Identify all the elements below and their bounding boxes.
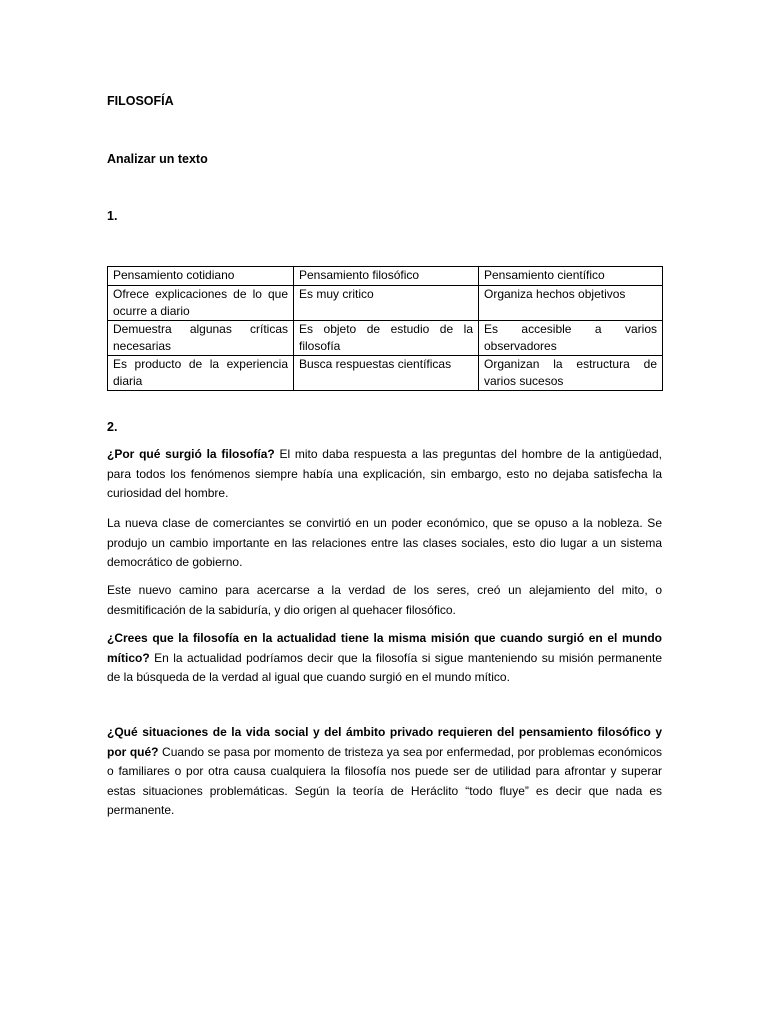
table-header-cell: Pensamiento filosófico [294,267,479,286]
answer-text: Cuando se pasa por momento de tristeza ya sea por enfermedad, por problemas económicos o familiares o por otra causa cualquiera la filosofía nos puede ser de utilidad para afrontar y superar estas situaciones problemáticas. Según la teoría de Heráclito “todo fluye” es decir que nada es permanente. [107,744,662,817]
answer-text: El mito daba respuesta a las preguntas del hombre de la antigüedad, para todos los fenómenos siempre había una explicación, sin embargo, esto no dejaba satisfecha la curiosidad del hombre. [107,447,662,500]
question-text: ¿Por qué surgió la filosofía? [107,447,275,461]
document-subtitle: Analizar un texto [107,152,208,166]
comparison-table [107,266,663,391]
paragraph-new-path: Este nuevo camino para acercarse a la verdad de los seres, creó un alejamiento del mito, o desmitificación de la sabiduría, y dio origen al quehacer filosófico. [107,583,662,617]
paragraph-mission-today [107,629,662,688]
paragraph-life-situations [107,723,662,821]
table-cell: Organizan la estructura de varios sucesos [479,356,663,391]
question-text: ¿Crees que la filosofía en la actualidad tiene la misma misión que cuando surgió en el mundo mítico? [107,631,662,665]
table-cell: Ofrece explicaciones de lo que ocurre a diario [108,286,294,321]
question-text: ¿Qué situaciones de la vida social y del ámbito privado requieren del pensamiento filosófico y por qué? [107,725,662,759]
document-title: FILOSOFÍA [107,94,174,108]
paragraph-origin-of-philosophy [107,445,662,504]
table-header-cell: Pensamiento cotidiano [108,267,294,286]
table-row [108,321,663,356]
table-cell: Organiza hechos objetivos [479,286,663,321]
table-cell: Es accesible a varios observadores [479,321,663,356]
section-number-1: 1. [107,209,118,223]
table-cell: Es muy critico [294,286,479,321]
table-row [108,356,663,391]
section-number-2: 2. [107,420,118,434]
table-header-cell: Pensamiento científico [479,267,663,286]
table-cell: Demuestra algunas críticas necesarias [108,321,294,356]
table-cell: Busca respuestas científicas [294,356,479,391]
table-row [108,286,663,321]
table-cell: Es objeto de estudio de la filosofía [294,321,479,356]
table-cell: Es producto de la experiencia diaria [108,356,294,391]
paragraph-merchant-class: La nueva clase de comerciantes se convirtió en un poder económico, que se opuso a la nobleza. Se produjo un cambio importante en las relaciones entre las clases sociales, esto dio lugar a un sistema democrático de gobierno. [107,516,662,569]
answer-text: En la actualidad podríamos decir que la filosofía si sigue manteniendo su misión permanente de la búsqueda de la verdad al igual que cuando surgió en el mundo mítico. [107,650,662,684]
table-header-row [108,267,663,286]
